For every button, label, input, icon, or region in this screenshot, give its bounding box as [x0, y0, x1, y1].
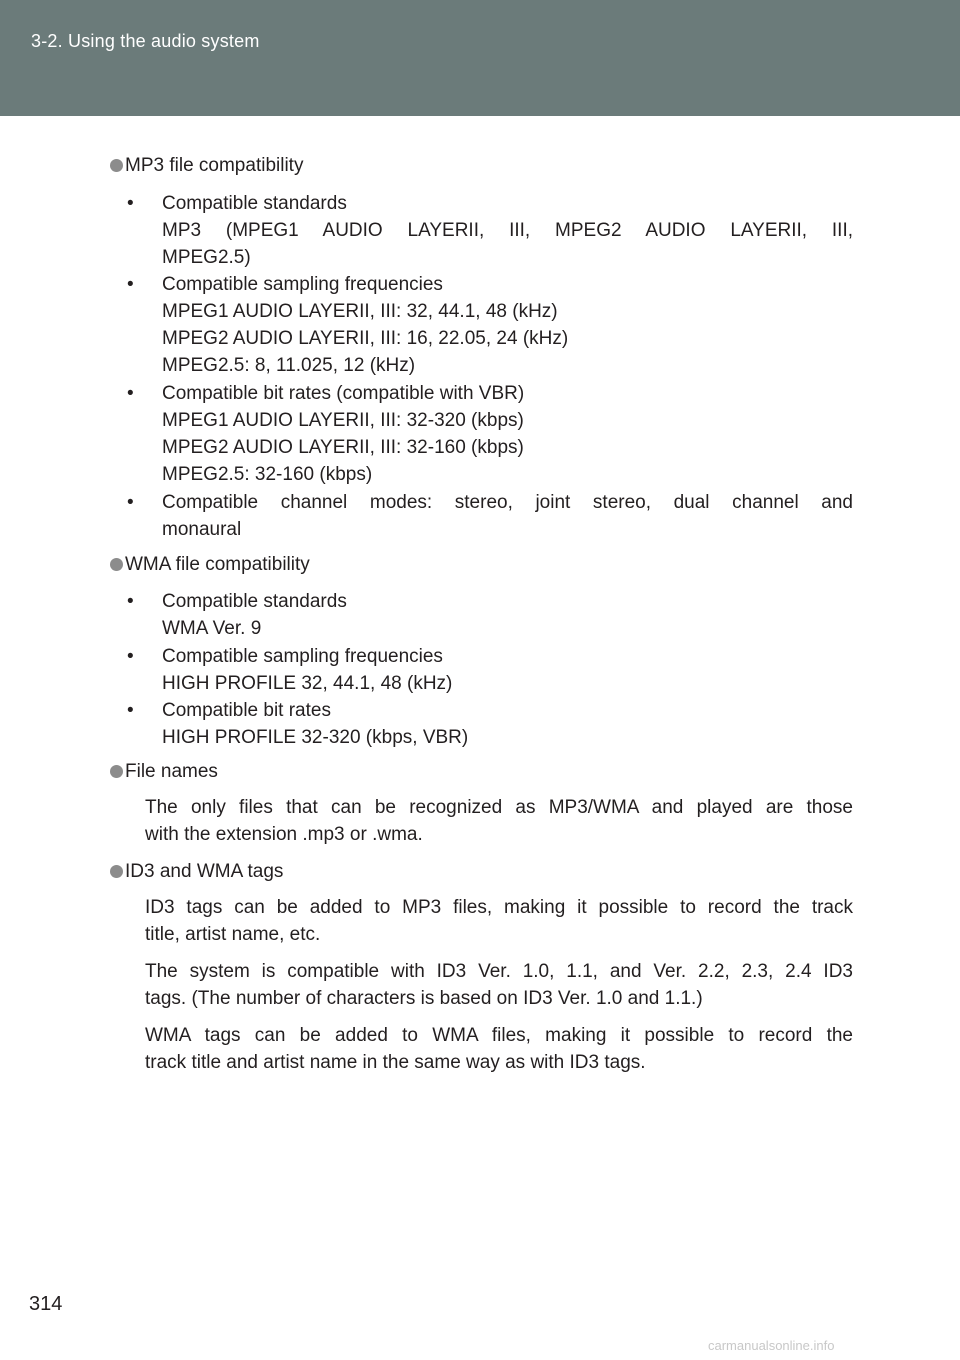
wma-heading-text: WMA file compatibility — [125, 554, 310, 575]
mp3-heading — [125, 152, 303, 179]
page-header — [0, 0, 960, 116]
file-names-paragraph: The only files that can be recognized as MP3/WMA and played are those with the extension .mp3 or .wma. — [145, 797, 853, 845]
tags-heading — [125, 858, 283, 885]
bullet-dot-icon — [110, 865, 123, 878]
dot-marker-icon: • — [127, 646, 134, 667]
dot-marker-icon: • — [127, 591, 134, 612]
tags-paragraph-1: ID3 tags can be added to MP3 files, making it possible to record the track title, artist name, etc. — [145, 897, 853, 945]
section-title: 3-2. Using the audio system — [31, 31, 260, 51]
watermark: carmanualsonline.info — [708, 1338, 835, 1353]
wma-heading — [125, 551, 310, 578]
dot-marker-icon: • — [127, 383, 134, 404]
file-names-heading-text: File names — [125, 761, 218, 782]
tags-heading-text: ID3 and WMA tags — [125, 861, 284, 882]
bullet-dot-icon — [110, 558, 123, 571]
dot-marker-icon: • — [127, 492, 134, 513]
file-names-heading — [125, 758, 218, 785]
mp3-heading-text: MP3 file compatibility — [125, 155, 304, 176]
dot-marker-icon: • — [127, 700, 134, 721]
tags-paragraph-3: WMA tags can be added to WMA files, making it possible to record the track title and artist name in the same way as with ID3 tags. — [145, 1025, 853, 1073]
bullet-dot-icon — [110, 765, 123, 778]
dot-marker-icon: • — [127, 193, 134, 214]
tags-paragraph-2: The system is compatible with ID3 Ver. 1.0, 1.1, and Ver. 2.2, 2.3, 2.4 ID3 tags. (The number of characters is based on ID3 Ver. 1.0 and 1.1.) — [145, 961, 853, 1009]
dot-marker-icon: • — [127, 274, 134, 295]
page-number: 314 — [29, 1293, 63, 1315]
bullet-dot-icon — [110, 159, 123, 172]
